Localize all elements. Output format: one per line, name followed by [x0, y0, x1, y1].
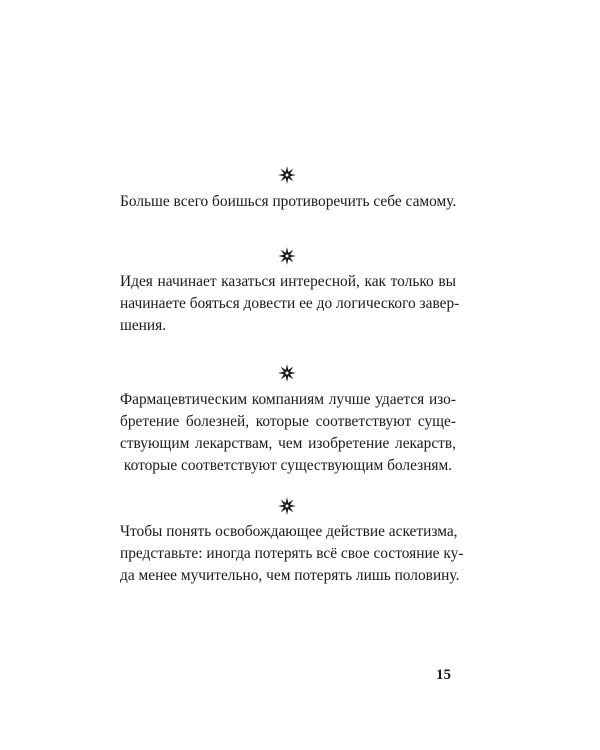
- star-ornament-icon: [277, 363, 297, 383]
- aphorism-4: [120, 521, 464, 587]
- aphorism-3: [120, 389, 456, 477]
- aphorism-line: которые соответствуют существующим болезням.: [123, 457, 453, 474]
- star-ornament-icon: [277, 246, 297, 266]
- page-number: 15: [436, 667, 451, 683]
- aphorism-line: Чтобы понять освобождающее действие аскетизма,: [120, 523, 458, 540]
- aphorism-line: Фармацевтическим компаниям лучше удается изо-: [120, 391, 456, 408]
- aphorism-line: начинаете бояться довести ее до логического завер-: [120, 295, 460, 312]
- aphorism-line: представьте: иногда потерять всё свое состояние ку-: [120, 545, 464, 562]
- aphorism-2: [120, 271, 460, 337]
- aphorism-line: Больше всего боишься противоречить себе самому.: [120, 193, 457, 210]
- aphorism-line: бретение болезней, которые соответствуют суще-: [120, 413, 456, 430]
- aphorism-line: да менее мучительно, чем потерять лишь половину.: [120, 567, 460, 584]
- aphorism-1: [120, 191, 456, 213]
- star-ornament-icon: [277, 496, 297, 516]
- aphorism-line: шения.: [120, 317, 167, 334]
- aphorism-line: Идея начинает казаться интересной, как только вы: [120, 273, 456, 290]
- star-ornament-icon: [277, 165, 297, 185]
- aphorism-line: ствующим лекарствам, чем изобретение лекарств,: [120, 435, 456, 452]
